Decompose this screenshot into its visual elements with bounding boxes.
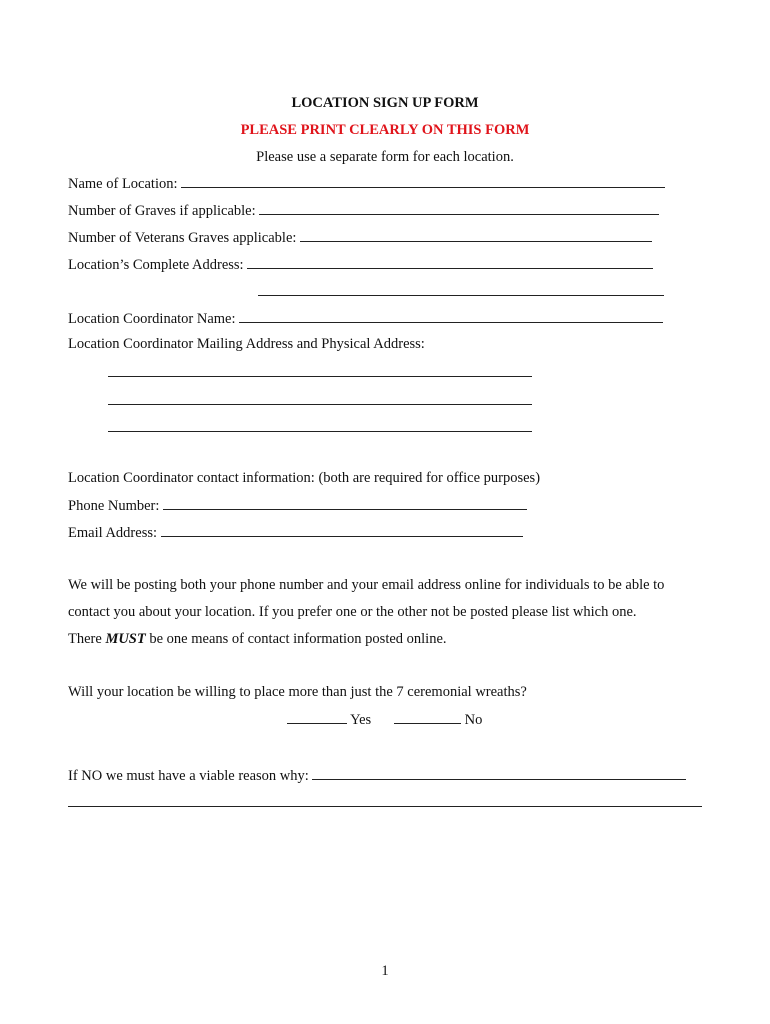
phone-field[interactable] xyxy=(163,496,527,510)
form-instruction: Please use a separate form for each location. xyxy=(256,149,514,165)
reason-field-line-2[interactable] xyxy=(68,806,702,807)
contact-info-label: Location Coordinator contact information: (both are required for office purposes) xyxy=(68,470,541,486)
address-label: Location’s Complete Address: xyxy=(68,257,244,273)
form-title: LOCATION SIGN UP FORM xyxy=(291,95,479,111)
email-label: Email Address: xyxy=(68,525,158,541)
coordinator-address-line-1[interactable] xyxy=(108,376,532,377)
veterans-graves-row xyxy=(68,228,652,247)
no-label: No xyxy=(464,712,483,728)
coordinator-address-line-2[interactable] xyxy=(108,404,532,405)
yes-label: Yes xyxy=(350,712,372,728)
reason-field-line-1[interactable] xyxy=(312,766,686,780)
notice-line-3 xyxy=(68,630,447,648)
location-name-label: Name of Location: xyxy=(68,176,178,192)
reason-label: If NO we must have a viable reason why: xyxy=(68,768,309,784)
email-field[interactable] xyxy=(161,523,523,537)
address-field-line-2[interactable] xyxy=(258,295,664,296)
notice-line-1: We will be posting both your phone number and your email address online for individuals to be able to xyxy=(68,577,665,593)
coordinator-name-row xyxy=(68,309,663,328)
veterans-graves-label: Number of Veterans Graves applicable: xyxy=(68,230,297,246)
graves-label: Number of Graves if applicable: xyxy=(68,203,256,219)
veterans-graves-field[interactable] xyxy=(300,228,652,242)
coordinator-address-label: Location Coordinator Mailing Address and Physical Address: xyxy=(68,336,425,352)
notice-line-3-prefix: There xyxy=(68,631,106,647)
yes-blank[interactable] xyxy=(287,710,347,724)
address-field-line-1[interactable] xyxy=(247,255,653,269)
page-number: 1 xyxy=(381,963,389,979)
graves-field[interactable] xyxy=(259,201,659,215)
yes-option xyxy=(287,710,371,729)
phone-row xyxy=(68,496,527,515)
graves-row xyxy=(68,201,659,220)
location-name-row xyxy=(68,174,665,193)
notice-must-emphasis: MUST xyxy=(105,631,146,647)
email-row xyxy=(68,523,523,542)
location-name-field[interactable] xyxy=(181,174,665,188)
coordinator-name-field[interactable] xyxy=(239,309,663,323)
phone-label: Phone Number: xyxy=(68,498,160,514)
address-row xyxy=(68,255,653,274)
coordinator-name-label: Location Coordinator Name: xyxy=(68,311,236,327)
reason-row xyxy=(68,766,686,785)
print-notice: PLEASE PRINT CLEARLY ON THIS FORM xyxy=(240,122,530,138)
wreaths-question: Will your location be willing to place more than just the 7 ceremonial wreaths? xyxy=(68,684,527,700)
no-option xyxy=(394,710,482,729)
no-blank[interactable] xyxy=(394,710,461,724)
coordinator-address-line-3[interactable] xyxy=(108,431,532,432)
notice-line-2: contact you about your location. If you prefer one or the other not be posted please list which one. xyxy=(68,604,637,620)
notice-line-3-suffix: be one means of contact information posted online. xyxy=(145,631,447,647)
